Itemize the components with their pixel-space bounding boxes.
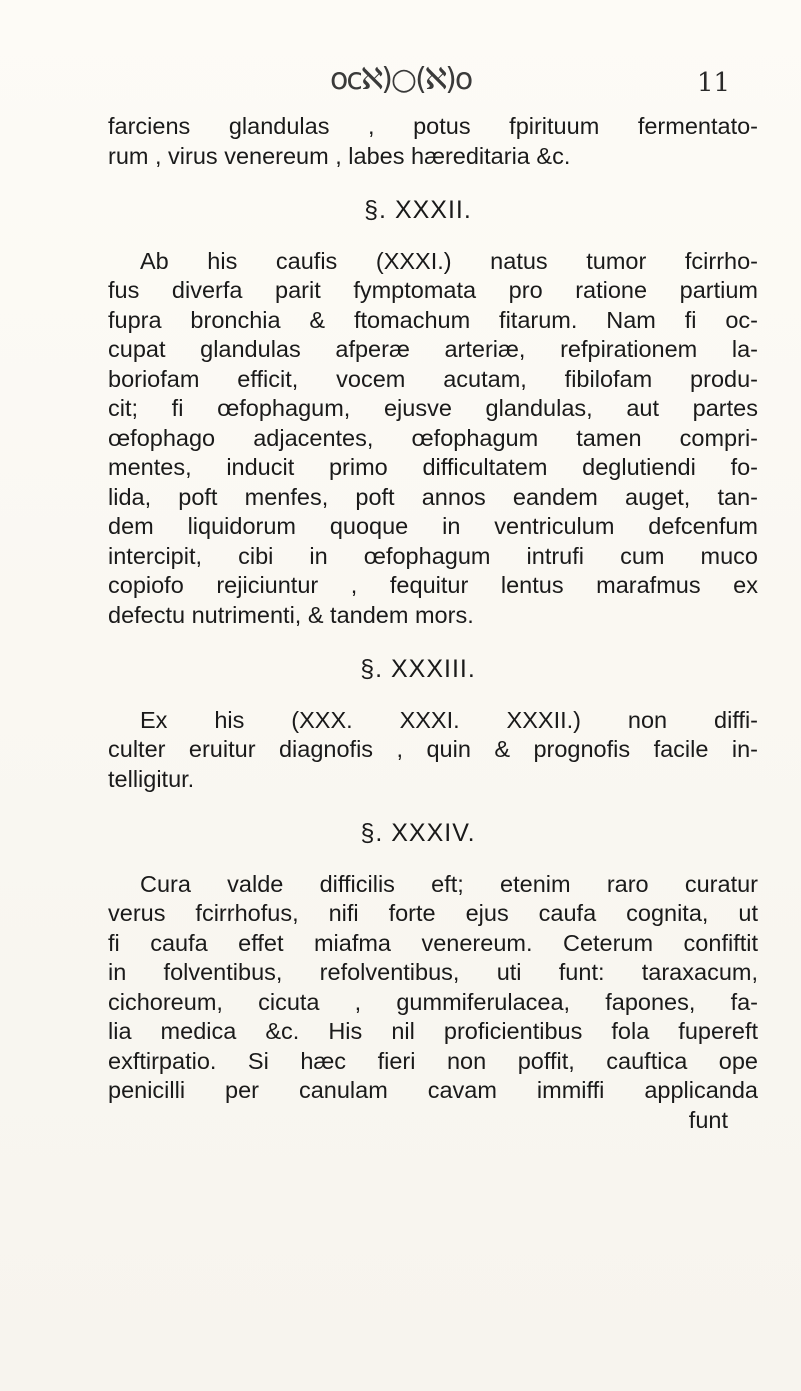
text-line: exftirpatio. Si hæc fieri non poffit, cauftica ope — [108, 1047, 758, 1074]
text-line: culter eruitur diagnofis , quin & prognofis facile in- — [108, 736, 758, 762]
text-line: dem liquidorum quoque in ventriculum defcenfum — [108, 513, 758, 539]
text-line: Cura valde difficilis eft; etenim raro curatur — [140, 870, 758, 897]
text-line: defectu nutrimenti, & tandem mors. — [108, 601, 474, 628]
body-text — [108, 112, 758, 1135]
text-line: fupra bronchia & ftomachum fitarum. Nam fi oc- — [108, 306, 758, 333]
text-line: Ab his caufis (XXXI.) natus tumor fcirrho- — [140, 247, 758, 274]
text-line: telligitur. — [108, 765, 195, 792]
page-number: 11 — [697, 68, 731, 98]
text-line: rum , virus venereum , labes hæreditaria &c. — [108, 142, 571, 169]
text-line: mentes, inducit primo difficultatem deglutiendi fo- — [108, 454, 758, 480]
text-line: in folventibus, refolventibus, uti funt: taraxacum, — [108, 959, 758, 985]
text-line: boriofam efficit, vocem acutam, fibilofam produ- — [108, 365, 758, 392]
text-line: fus diverfa parit fymptomata pro ratione partium — [108, 277, 758, 303]
page-header — [0, 62, 801, 102]
text-line: Ex his (XXX. XXXI. XXXII.) non diffi- — [140, 706, 758, 733]
text-line: cupat glandulas afperæ arteriæ, refpirationem la- — [108, 336, 758, 362]
text-line: fi caufa effet miafma venereum. Ceterum confiftit — [108, 929, 758, 956]
text-line: lida, poft menfes, poft annos eandem auget, tan- — [108, 483, 758, 510]
text-line: copiofo rejiciuntur , fequitur lentus marafmus ex — [108, 572, 758, 598]
text-line: penicilli per canulam cavam immiffi applicanda — [108, 1077, 758, 1103]
text-line: cit; fi œfophagum, ejusve glandulas, aut partes — [108, 395, 758, 421]
text-line: lia medica &c. His nil proficientibus fola fupereft — [108, 1018, 758, 1044]
section-heading: §. XXXIV. — [360, 819, 476, 847]
text-line: œfophago adjacentes, œfophagum tamen compri- — [108, 424, 758, 451]
catchword: funt — [688, 1106, 728, 1133]
text-line: cichoreum, cicuta , gummiferulacea, fapones, fa- — [108, 988, 758, 1015]
text-line: farciens glandulas , potus fpirituum fermentato- — [108, 113, 758, 139]
header-ornament: ocℵ)○(ℵ)o — [330, 62, 472, 97]
text-line: intercipit, cibi in œfophagum intrufi cum muco — [108, 542, 758, 569]
section-heading: §. XXXIII. — [360, 655, 476, 683]
text-line: verus fcirrhofus, nifi forte ejus caufa cognita, ut — [108, 900, 758, 926]
section-heading: §. XXXII. — [364, 196, 472, 224]
